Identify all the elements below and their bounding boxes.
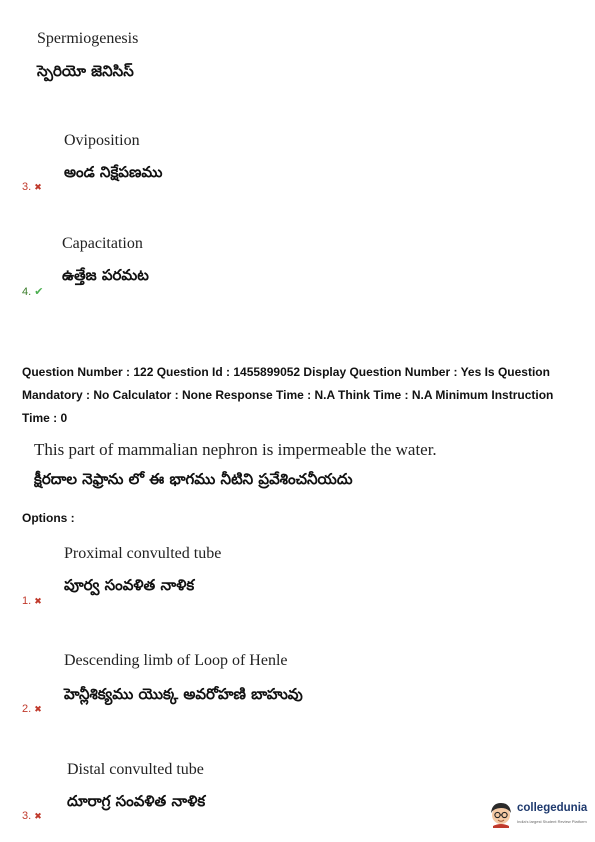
option-text-en: Spermiogenesis: [37, 30, 139, 47]
option-text-en: Capacitation: [62, 235, 143, 252]
option-number: 4. ✔: [22, 286, 44, 298]
option-text-en: Oviposition: [64, 132, 140, 149]
question-text-en: This part of mammalian nephron is impermeable the water.: [34, 440, 437, 459]
option-text-en: Distal convulted tube: [67, 761, 204, 778]
option-number: 3. ✖: [22, 810, 42, 822]
cross-icon: ✖: [34, 182, 42, 192]
cross-icon: ✖: [34, 704, 42, 714]
brand-tagline: India's largest Student Review Platform: [517, 819, 587, 824]
option-number: 3. ✖: [22, 181, 42, 193]
option-text-en: Proximal convulted tube: [64, 545, 222, 562]
option-number: 1. ✖: [22, 595, 42, 607]
check-icon: ✔: [34, 286, 44, 298]
option-text-te: అండ నిక్షేపణము: [64, 163, 163, 181]
option-text-te: స్పెరియో జెనిసిస్: [37, 62, 134, 80]
cross-icon: ✖: [34, 811, 42, 821]
cross-icon: ✖: [34, 596, 42, 606]
question-text-te: క్షీరదాల నెఫ్రాను లో ఈ భాగము నీటిని ప్రవేశించనీయదు: [34, 470, 353, 488]
question-meta: Question Number : 122 Question Id : 1455899052 Display Question Number : Yes Is Question Mandatory : No Calculator : None Response Time : N.A Think Time : N.A Minimum Instruction Time : 0: [22, 365, 554, 425]
option-text-te: దూరాగ్ర సంవళిత నాళిక: [67, 792, 206, 810]
option-number: 2. ✖: [22, 703, 42, 715]
options-label: Options :: [22, 511, 75, 525]
option-text-te: హెన్లీశిక్యము యొక్క అవరోహణి బాహువు: [64, 685, 303, 703]
collegedunia-logo: [484, 798, 590, 834]
brand-name: collegedunia: [517, 802, 588, 814]
option-text-en: Descending limb of Loop of Henle: [64, 652, 288, 669]
option-text-te: ఉత్తేజ పరమట: [62, 266, 149, 284]
student-avatar-icon: [488, 800, 514, 828]
option-text-te: పూర్వ సంవళిత నాళిక: [64, 576, 195, 594]
